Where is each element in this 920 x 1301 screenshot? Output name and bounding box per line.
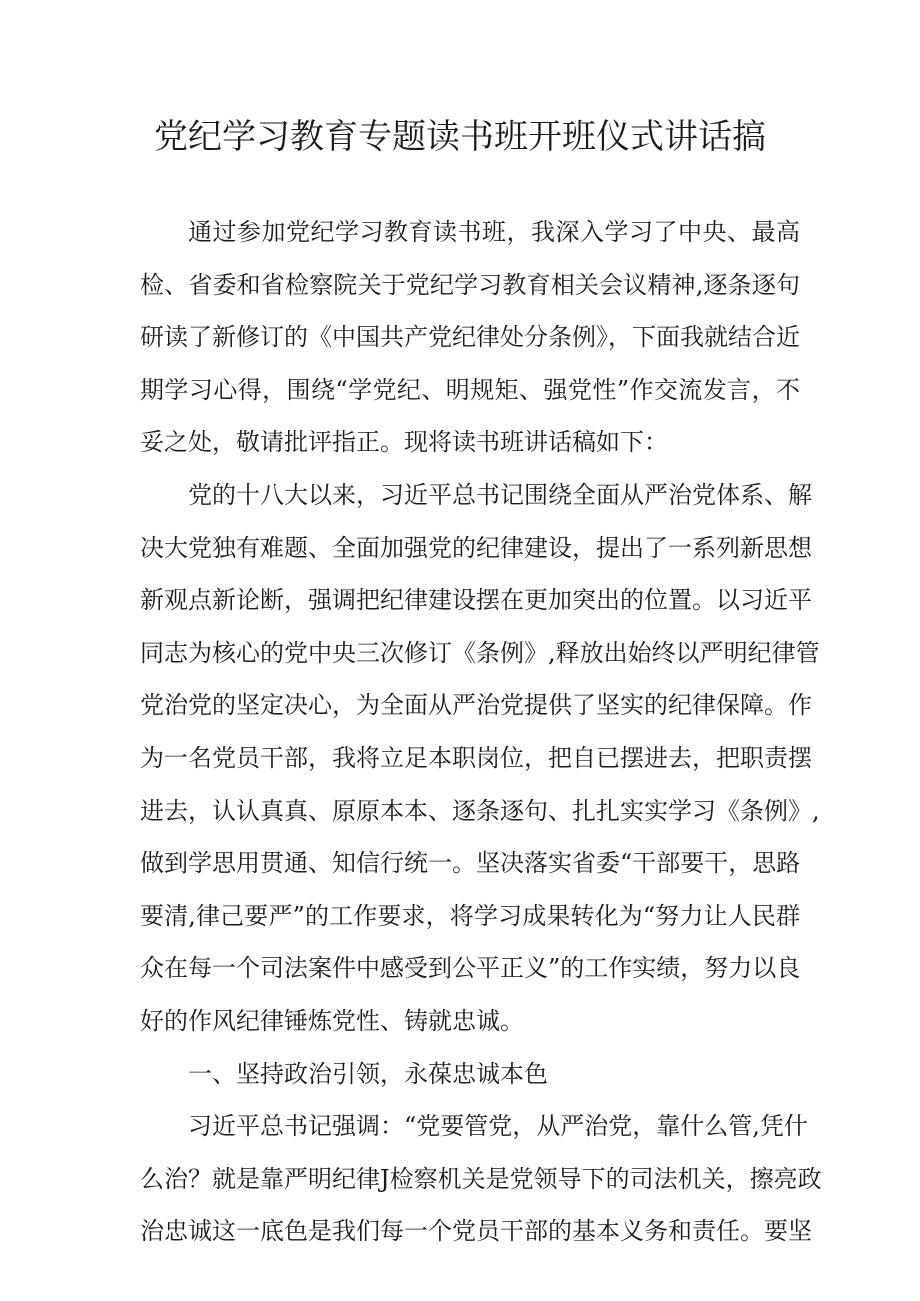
text-line: 通过参加党纪学习教育读书班，我深入学习了中央、最高 <box>188 218 800 246</box>
text-line: 决大党独有难题、全面加强党的纪律建设，提出了一系列新思想 <box>140 533 812 562</box>
text-line: 进去，认认真真、原原本本、逐条逐句、扎扎实实学习《条例》, <box>140 796 820 825</box>
text-line: 检、省委和省检察院关于党纪学习教育相关会议精神,逐条逐句 <box>140 270 800 299</box>
text-line: 妥之处，敬请批评指正。现将读书班讲话稿如下： <box>140 428 668 457</box>
text-line: 研读了新修订的《中国共产党纪律处分条例》，下面我就结合近 <box>140 323 800 352</box>
document-title: 党纪学习教育专题读书班开班仪式讲话搞 <box>154 117 766 157</box>
text-line: 新观点新论断，强调把纪律建设摆在更加突出的位置。以习近平 <box>140 586 812 615</box>
text-line: 众在每一个司法案件中感受到公平正义”的工作实绩，努力以良 <box>140 954 801 983</box>
document-body <box>140 206 822 1258</box>
text-line: 党的十八大以来，习近平总书记围绕全面从严治党体系、解 <box>188 480 812 509</box>
text-line: 治忠诚这一底色是我们每一个党员干部的基本义务和责任。要坚 <box>140 1217 812 1246</box>
text-line: 一、坚持政治引领，永葆忠诚本色 <box>188 1059 548 1088</box>
text-line: 么治？就是靠严明纪律J检察机关是党领导下的司法机关，擦亮政 <box>140 1164 822 1193</box>
text-line: 做到学思用贯通、知信行统一。坚决落实省委“干部要干，思路 <box>140 849 801 878</box>
text-line: 党治党的坚定决心，为全面从严治党提供了坚实的纪律保障。作 <box>140 691 812 720</box>
text-line: 好的作风纪律锤炼党性、铸就忠诚。 <box>140 1006 524 1035</box>
text-line: 要清,律己要严”的工作要求，将学习成果转化为“努力让人民群 <box>140 901 800 930</box>
text-line: 期学习心得，围绕“学党纪、明规矩、强党性”作交流发言，不 <box>140 375 800 404</box>
text-line: 为一名党员干部，我将立足本职岗位，把自已摆进去，把职责摆 <box>140 743 812 772</box>
text-line: 习近平总书记强调：“党要管党，从严治党，靠什么管,凭什 <box>188 1112 808 1141</box>
text-line: 同志为核心的党中央三次修订《条例》,释放出始终以严明纪律管 <box>140 638 820 667</box>
